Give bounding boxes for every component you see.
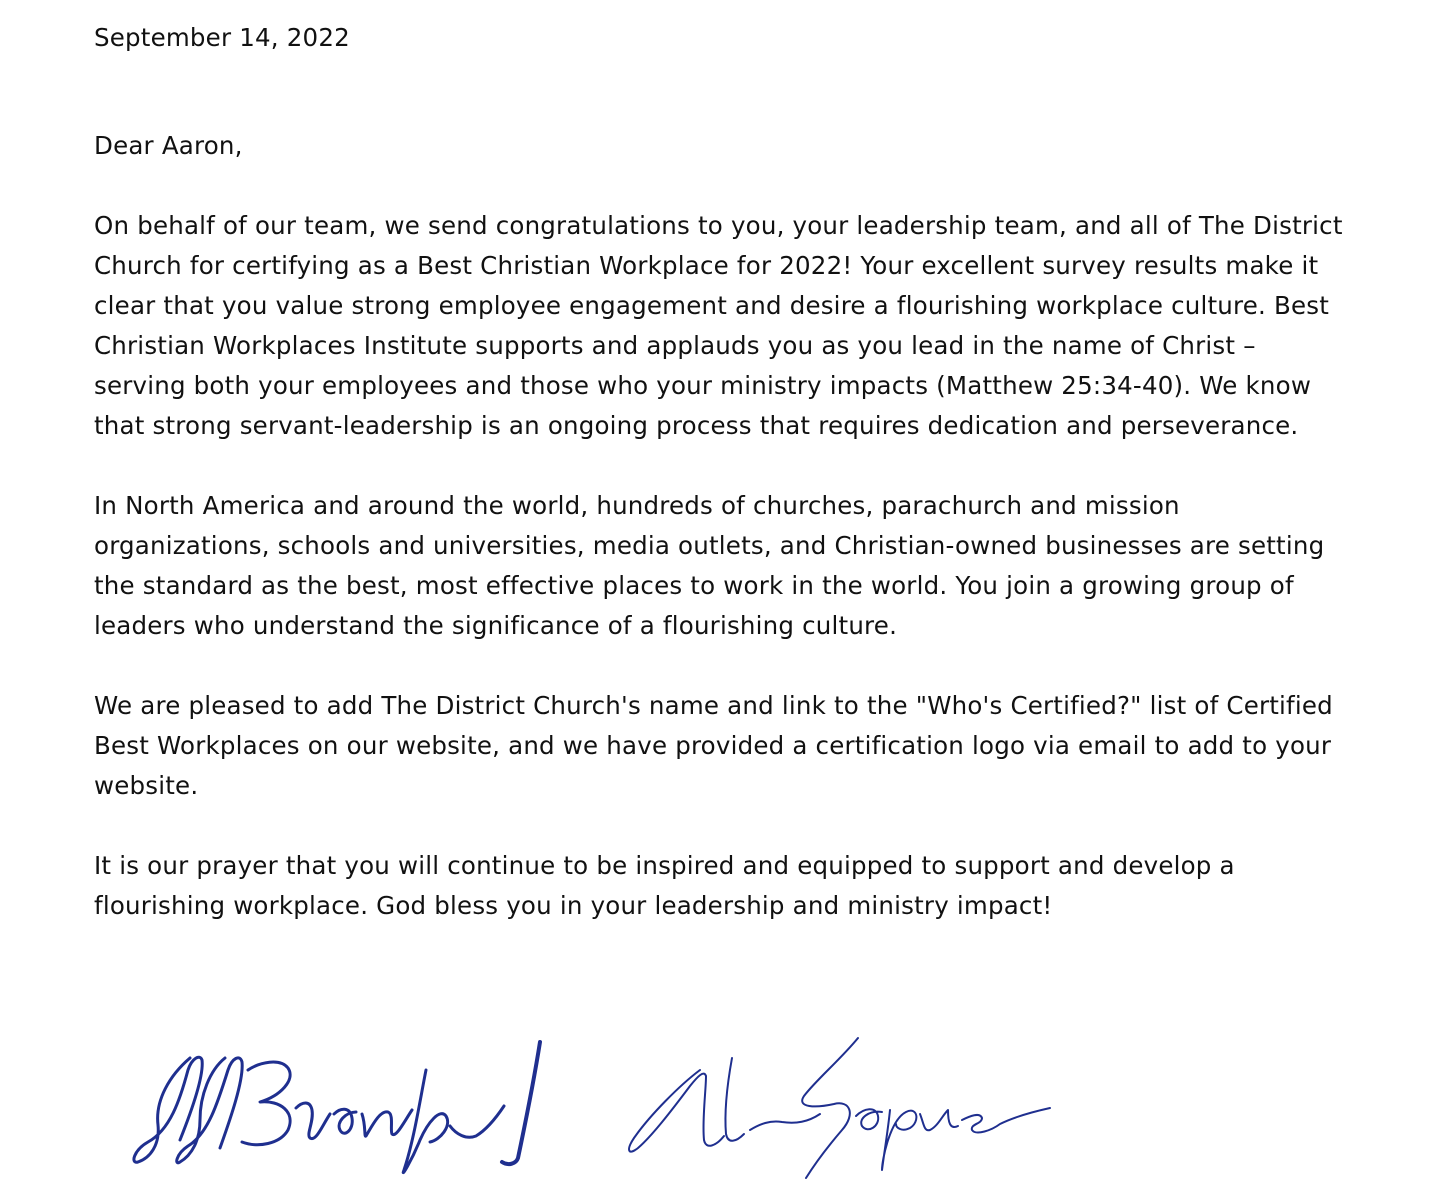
letter-paragraph-1: On behalf of our team, we send congratulations to you, your leadership team, and all of The District Church for certifying as a Best Christian Workplace for 2022! Your excellent survey results make it clear that you value strong employee engagement and desire a flourishing workplace culture. Best Christian Workplaces Institute supports and applauds you as you lead in the name of Christ – serving both your employees and those who your ministry impacts (Matthew 25:34-40). We know that strong servant-leadership is an ongoing process that requires dedication and perseverance. <box>94 211 1343 440</box>
letter-paragraph-3: We are pleased to add The District Church's name and link to the "Who's Certified?" list of Certified Best Workplaces on our website, and we have provided a certification logo via email to add to your website. <box>94 691 1333 800</box>
letter-paragraph-4: It is our prayer that you will continue to be inspired and equipped to support and develop a flourishing workplace. God bless you in your leadership and ministry impact! <box>94 851 1235 920</box>
letter-greeting: Dear Aaron, <box>94 131 243 160</box>
letter-date: September 14, 2022 <box>94 23 350 52</box>
letter-paragraph-2: In North America and around the world, hundreds of churches, parachurch and mission organizations, schools and universities, media outlets, and Christian-owned businesses are setting the standard as the best, most effective places to work in the world. You join a growing group of leaders who understand the significance of a flourishing culture. <box>94 491 1325 640</box>
signature-1 <box>130 1030 550 1190</box>
signature-2 <box>620 1030 1060 1190</box>
letter-body <box>94 20 1344 926</box>
signature-block <box>130 1030 1050 1190</box>
